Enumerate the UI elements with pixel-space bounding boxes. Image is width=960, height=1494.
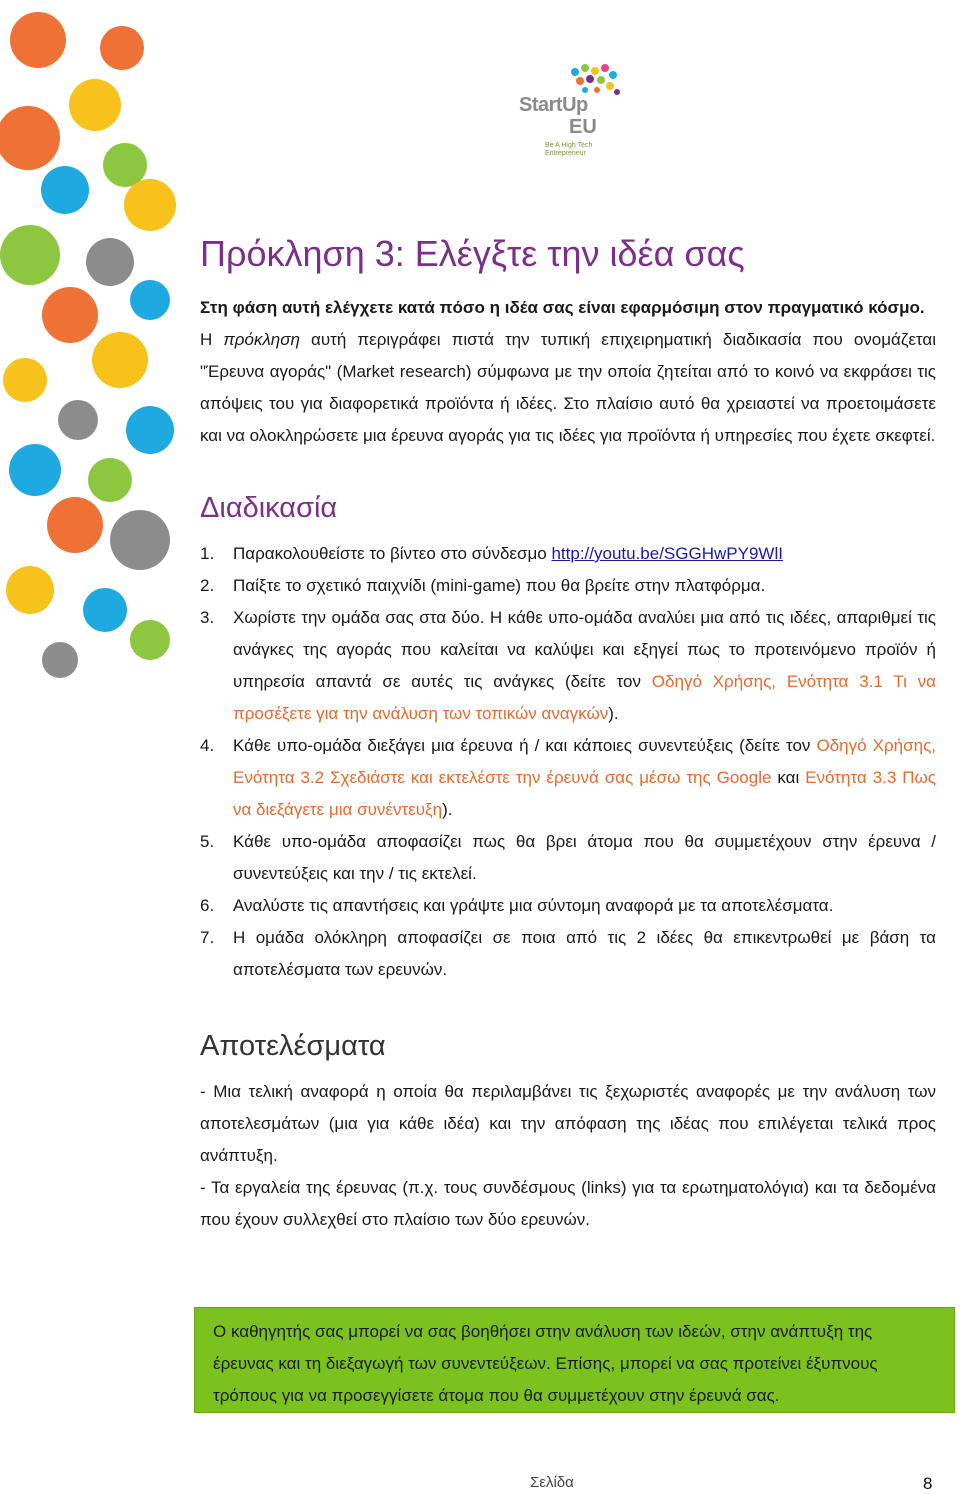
decorative-dots [0,0,200,1493]
document-body [200,228,936,1236]
process-steps [200,538,936,986]
list-item: 1. Παρακολουθείστε το βίντεο στο σύνδεσμο http://youtu.be/SGGHwPY9WlI [200,544,783,563]
video-link[interactable]: http://youtu.be/SGGHwPY9WlI [551,544,783,563]
list-item: 6. Αναλύστε τις απαντήσεις και γράψτε μια σύντομη αναφορά με τα αποτελέσματα. [200,896,834,915]
decorative-dot [83,588,127,632]
decorative-dot [86,238,134,286]
guide-reference[interactable]: Οδηγό Χρήσης, Ενότητα 3.1 Τι να προσέξετε για την ανάλυση των τοπικών αναγκών [233,672,937,723]
decorative-dot [130,620,170,660]
logo-tagline: Be A High Tech Entrepreneur [545,142,593,157]
results-heading: Αποτελέσματα [200,1030,386,1062]
results-item: - Μια τελική αναφορά η οποία θα περιλαμβάνει τις ξεχωριστές αναφορές με την ανάλυση των αποτελεσμάτων (μια για κάθε ιδέα) και την απόφαση της ιδέας που επιλέγεται τελικά προς ανάπτυξη. [200,1082,936,1165]
lead-paragraph: Στη φάση αυτή ελέγχετε κατά πόσο η ιδέα σας είναι εφαρμόσιμη στον πραγματικό κόσμο. [200,298,925,317]
decorative-dot [41,166,89,214]
results-item: - Τα εργαλεία της έρευνας (π.χ. τους συνδέσμους (links) για τα ερωτηματολόγια) και τα δεδομένα που έχουν συλλεχθεί στο πλαίσιο των δύο ερευνών. [200,1178,936,1229]
decorative-dot [10,12,66,68]
guide-reference[interactable]: Οδηγό Χρήσης, Ενότητα 3.2 Σχεδιάστε και εκτελέστε την έρευνά σας μέσω της Google [233,736,936,787]
decorative-dot [3,358,47,402]
list-item: 7. Η ομάδα ολόκληρη αποφασίζει σε ποια από τις 2 ιδέες θα επικεντρωθεί με βάση τα αποτελέσματα των ερευνών. [200,928,936,979]
logo-brand: StartUp [519,94,588,116]
intro-emphasis: πρόκληση [223,330,300,349]
process-heading: Διαδικασία [200,492,338,524]
list-item: 2. Παίξτε το σχετικό παιχνίδι (mini-game) που θα βρείτε στην πλατφόρμα. [200,576,766,595]
startup-eu-logo [515,62,625,162]
decorative-dot [69,79,121,131]
decorative-dot [0,225,60,285]
teacher-note-box: Ο καθηγητής σας μπορεί να σας βοηθήσει στην ανάλυση των ιδεών, στην ανάπτυξη της έρευνας και τη διεξαγωγή των συνεντεύξεων. Επίσης, μπορεί να σας προτείνει έξυπνους τρόπους για να προσεγγίσετε άτομα που θα συμμετέχουν στην έρευνά σας. [194,1307,955,1413]
decorative-dot [126,406,174,454]
decorative-dot [58,400,98,440]
list-item: 3. Χωρίστε την ομάδα σας στα δύο. Η κάθε υπο-ομάδα αναλύει μια από τις ιδέες, απαριθμεί τις ανάγκες της αγοράς που καλείται να καλύψει και εξηγεί πως το προτεινόμενο προϊόν ή υπηρεσία απαντά σε αυτές τις ανάγκες (δείτε τον Οδηγό Χρήσης, Ενότητα 3.1 Τι να προσέξετε για την ανάλυση των τοπικών αναγκών). [200,608,937,723]
logo-brand-eu: EU [569,116,597,138]
decorative-dot [0,106,60,170]
decorative-dot [47,497,103,553]
list-item: 5. Κάθε υπο-ομάδα αποφασίζει πως θα βρει άτομα που θα συμμετέχουν στην έρευνα / συνεντεύξεις και την / τις εκτελεί. [200,832,936,883]
decorative-dot [110,510,170,570]
decorative-dot [130,280,170,320]
decorative-dot [103,143,147,187]
decorative-dot [100,26,144,70]
decorative-dot [6,566,54,614]
list-item: 4. Κάθε υπο-ομάδα διεξάγει μια έρευνα ή / και κάποιες συνεντεύξεις (δείτε τον Οδηγό Χρήσης, Ενότητα 3.2 Σχεδιάστε και εκτελέστε την έρευνά σας μέσω της Google και Ενότητα 3.3 Πως να διεξάγετε μια συνέντευξη). [200,736,936,819]
decorative-dot [9,444,61,496]
decorative-dot [88,458,132,502]
decorative-dot [42,287,98,343]
footer-page-number: 8 [923,1474,933,1493]
footer-page-label: Σελίδα [530,1474,574,1491]
page-title: Πρόκληση 3: Ελέγξτε την ιδέα σας [200,233,745,274]
decorative-dot [124,179,176,231]
intro-paragraph: Η πρόκληση αυτή περιγράφει πιστά την τυπική επιχειρηματική διαδικασία που ονομάζεται "Έρευνα αγοράς" (Market research) σύμφωνα με την οποία ζητείται από το κοινό να εκφράσει τις απόψεις του για διαφορετικά προϊόντα ή ιδέες. Στο πλαίσιο αυτό θα χρειαστεί να προετοιμάσετε και να ολοκληρώσετε μια έρευνα αγοράς για τις ιδέες για προϊόντα ή υπηρεσίες που έχετε σκεφτεί. [200,330,937,445]
decorative-dot [92,332,148,388]
guide-reference[interactable]: Ενότητα 3.3 Πως να διεξάγετε μια συνέντευξη [233,768,936,819]
decorative-dot [42,642,78,678]
